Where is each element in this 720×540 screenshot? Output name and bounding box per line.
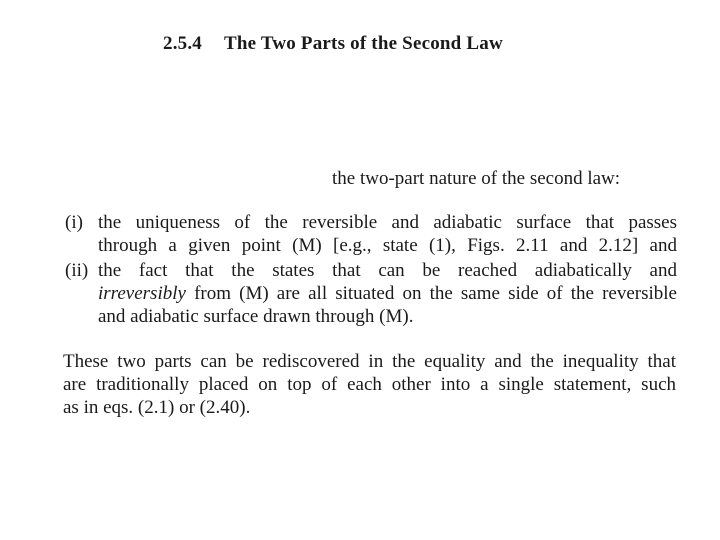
intro-text: the two-part nature of the second law: <box>332 168 621 189</box>
list-item-line: the uniqueness of the reversible and adiabatic surface that passes <box>98 212 677 233</box>
list-item-line <box>65 282 677 305</box>
section-title: The Two Parts of the Second Law <box>224 33 503 54</box>
emphasis-text: irreversibly <box>98 283 186 304</box>
body-paragraph <box>63 350 676 419</box>
list-marker: (ii) <box>65 260 89 281</box>
list-item-line: the fact that the states that can be reached adiabatically and <box>98 260 677 281</box>
list-item-line: and adiabatic surface drawn through (M). <box>98 306 414 327</box>
list-item <box>65 259 677 328</box>
list-item-line-rest: from (M) are all situated on the same side of the reversible <box>185 283 677 304</box>
list-item-line: through a given point (M) [e.g., state (1), Figs. 2.11 and 2.12] and <box>98 235 677 256</box>
paragraph-line: These two parts can be rediscovered in the equality and the inequality that <box>63 351 676 372</box>
paragraph-line: as in eqs. (2.1) or (2.40). <box>63 397 251 418</box>
list-item <box>65 211 677 257</box>
paragraph-line: are traditionally placed on top of each other into a single statement, such <box>63 374 676 395</box>
list-marker: (i) <box>65 212 83 233</box>
section-number: 2.5.4 <box>163 33 202 54</box>
section-heading <box>163 33 503 55</box>
